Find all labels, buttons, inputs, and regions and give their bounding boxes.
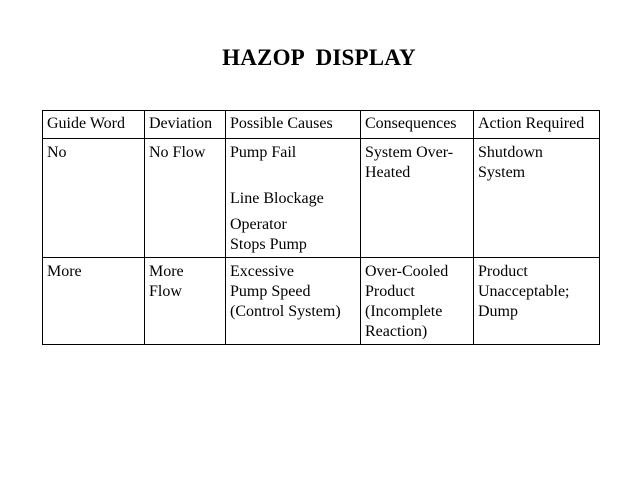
cause-text: Excessive — [230, 263, 294, 280]
cell-possible-causes — [226, 139, 361, 258]
header-deviation: Deviation — [145, 111, 226, 139]
spacer — [230, 163, 356, 189]
header-consequences: Consequences — [361, 111, 474, 139]
action-text: System — [478, 164, 526, 181]
deviation-text: No Flow — [149, 144, 206, 161]
table-row — [43, 258, 600, 345]
table-header-row — [43, 111, 600, 139]
action-text: Dump — [478, 303, 518, 320]
action-text: Product — [478, 263, 528, 280]
cause-text: Stops Pump — [230, 236, 307, 253]
cell-deviation — [145, 258, 226, 345]
table-row — [43, 139, 600, 258]
consequence-text: Heated — [365, 164, 411, 181]
cause-text: (Control System) — [230, 303, 341, 320]
deviation-text: More — [149, 263, 184, 280]
action-text: Shutdown — [478, 144, 543, 161]
header-action-required: Action Required — [474, 111, 600, 139]
cell-consequences — [361, 139, 474, 258]
cell-possible-causes — [226, 258, 361, 345]
guide-word-text: No — [47, 144, 67, 161]
cell-guide-word — [43, 139, 145, 258]
page-title: HAZOP DISPLAY — [222, 45, 416, 70]
guide-word-text: More — [47, 263, 82, 280]
header-possible-causes: Possible Causes — [226, 111, 361, 139]
hazop-table — [42, 110, 600, 345]
cell-consequences — [361, 258, 474, 345]
consequence-text: System Over- — [365, 144, 454, 161]
consequence-text: (Incomplete — [365, 303, 443, 320]
cell-guide-word — [43, 258, 145, 345]
cell-action-required — [474, 139, 600, 258]
cause-text: Pump Fail — [230, 144, 297, 161]
header-guide-word: Guide Word — [43, 111, 145, 139]
cause-text: Operator — [230, 216, 287, 233]
consequence-text: Product — [365, 283, 415, 300]
cause-text: Line Blockage — [230, 190, 324, 207]
consequence-text: Over-Cooled — [365, 263, 449, 280]
consequence-text: Reaction) — [365, 323, 428, 340]
cause-text: Pump Speed — [230, 283, 311, 300]
cell-deviation — [145, 139, 226, 258]
action-text: Unacceptable; — [478, 283, 570, 300]
deviation-text: Flow — [149, 283, 182, 300]
cell-action-required — [474, 258, 600, 345]
